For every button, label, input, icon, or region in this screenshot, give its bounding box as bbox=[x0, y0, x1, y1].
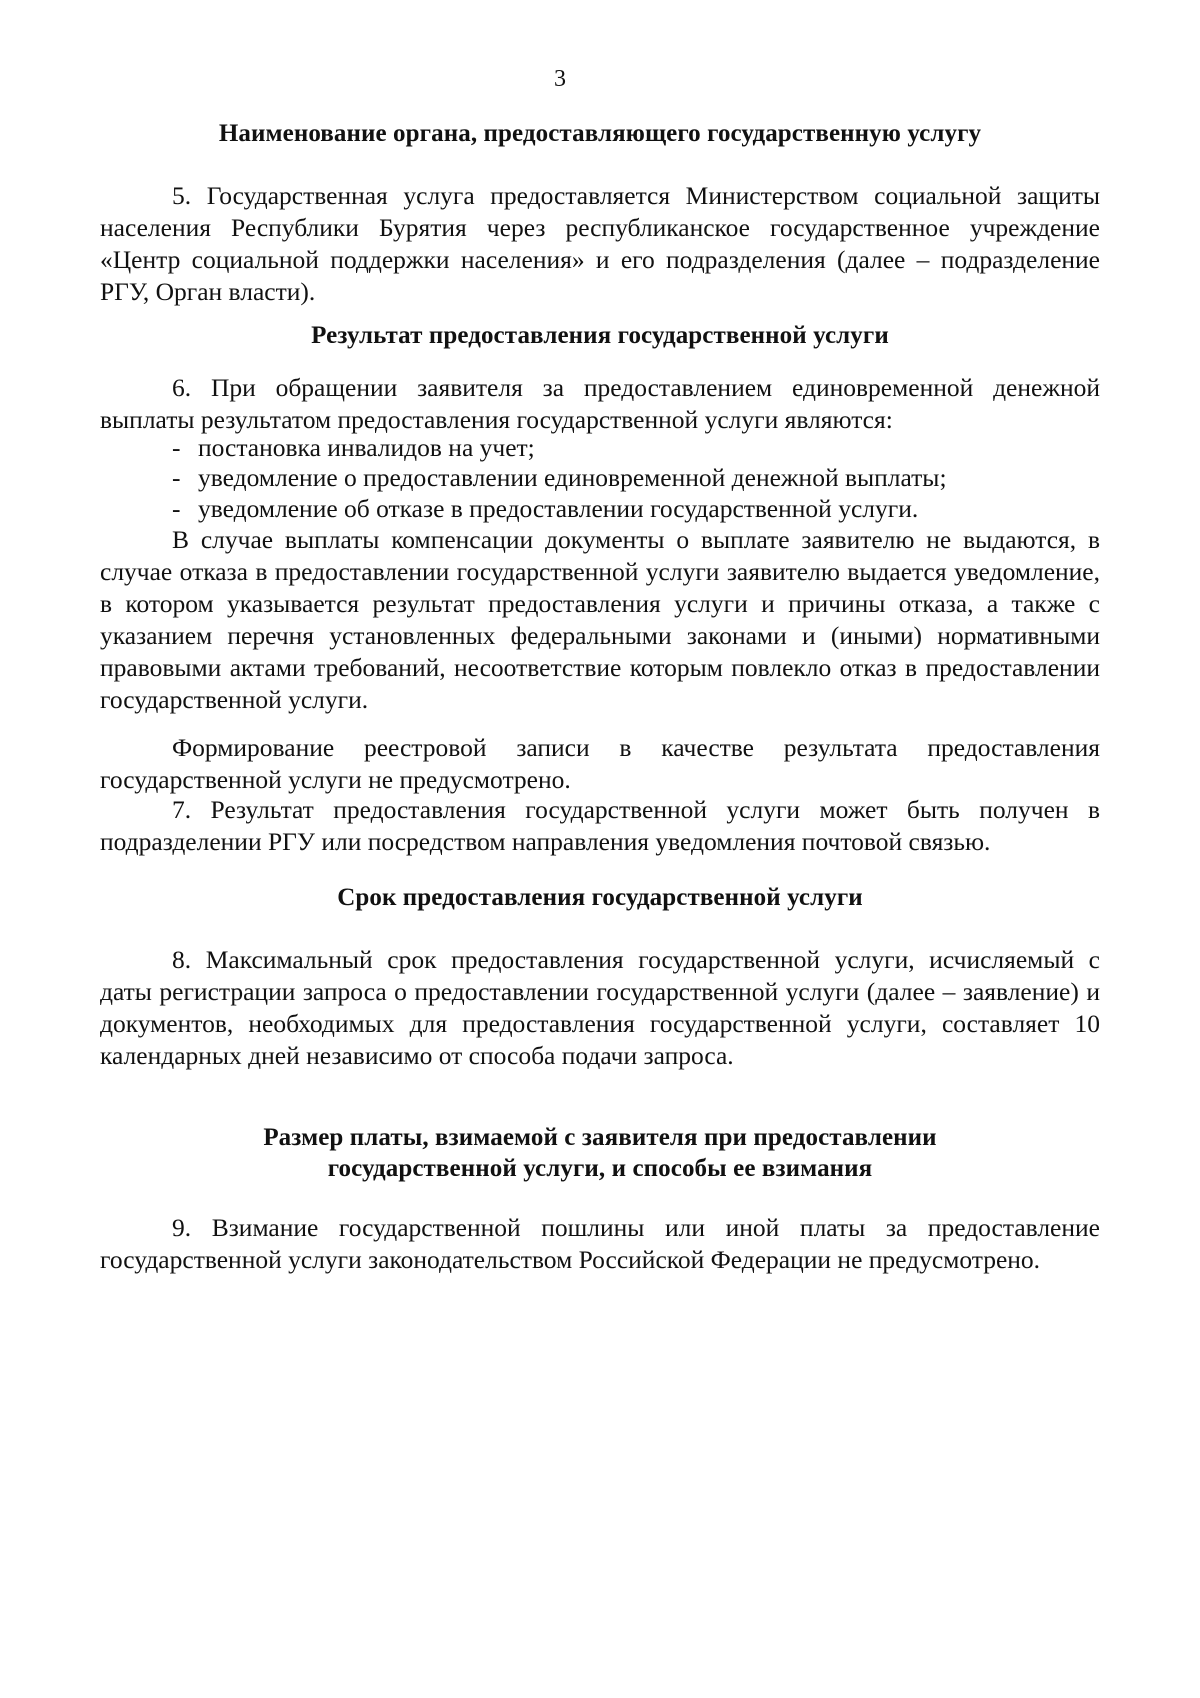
list-item: - постановка инвалидов на учет; bbox=[172, 433, 535, 462]
section-heading-fee-line-1: Размер платы, взимаемой с заявителя при предоставлении bbox=[263, 1124, 937, 1151]
section-heading-fee-line-2: государственной услуги, и способы ее взимания bbox=[327, 1155, 873, 1182]
paragraph-8: 8. Максимальный срок предоставления государственной услуги, исчисляемый с даты регистрации запроса о предоставлении государственной услуги (далее – заявление) и документов, необходимых для предоставления государственной услуги, составляет 10 календарных дней независимо от способа подачи запроса. bbox=[100, 945, 1100, 1070]
paragraph-refusal-notice: В случае выплаты компенсации документы о выплате заявителю не выдаются, в случае отказа в предоставлении государственной услуги заявителю выдается уведомление, в котором указывается результат предоставления услуги и причины отказа, а также с указанием перечня установленных федеральными законами и (иными) нормативными правовыми актами требований, несоответствие которым повлекло отказ в предоставлении государственной услуги. bbox=[100, 525, 1100, 714]
paragraph-9: 9. Взимание государственной пошлины или иной платы за предоставление государственной услуги законодательством Российской Федерации не предусмотрено. bbox=[100, 1213, 1100, 1274]
section-heading-authority: Наименование органа, предоставляющего государственную услугу bbox=[218, 120, 982, 147]
list-item: - уведомление об отказе в предоставлении государственной услуги. bbox=[172, 494, 919, 523]
list-item: - уведомление о предоставлении единовременной денежной выплаты; bbox=[172, 463, 947, 492]
paragraph-6-intro: 6. При обращении заявителя за предоставлением единовременной денежной выплаты результатом предоставления государственной услуги являются: bbox=[100, 373, 1100, 434]
paragraph-7: 7. Результат предоставления государственной услуги может быть получен в подразделении РГУ или посредством направления уведомления почтовой связью. bbox=[100, 795, 1100, 856]
document-page bbox=[100, 0, 1100, 1698]
section-heading-term: Срок предоставления государственной услуги bbox=[337, 884, 863, 911]
section-heading-result: Результат предоставления государственной услуги bbox=[311, 322, 889, 349]
paragraph-5: 5. Государственная услуга предоставляется Министерством социальной защиты населения Республики Бурятия через республиканское государственное учреждение «Центр социальной поддержки населения» и его подразделения (далее – подразделение РГУ, Орган власти). bbox=[100, 181, 1100, 306]
page-number: 3 bbox=[554, 66, 566, 92]
paragraph-registry-record: Формирование реестровой записи в качестве результата предоставления государственной услуги не предусмотрено. bbox=[100, 733, 1100, 794]
